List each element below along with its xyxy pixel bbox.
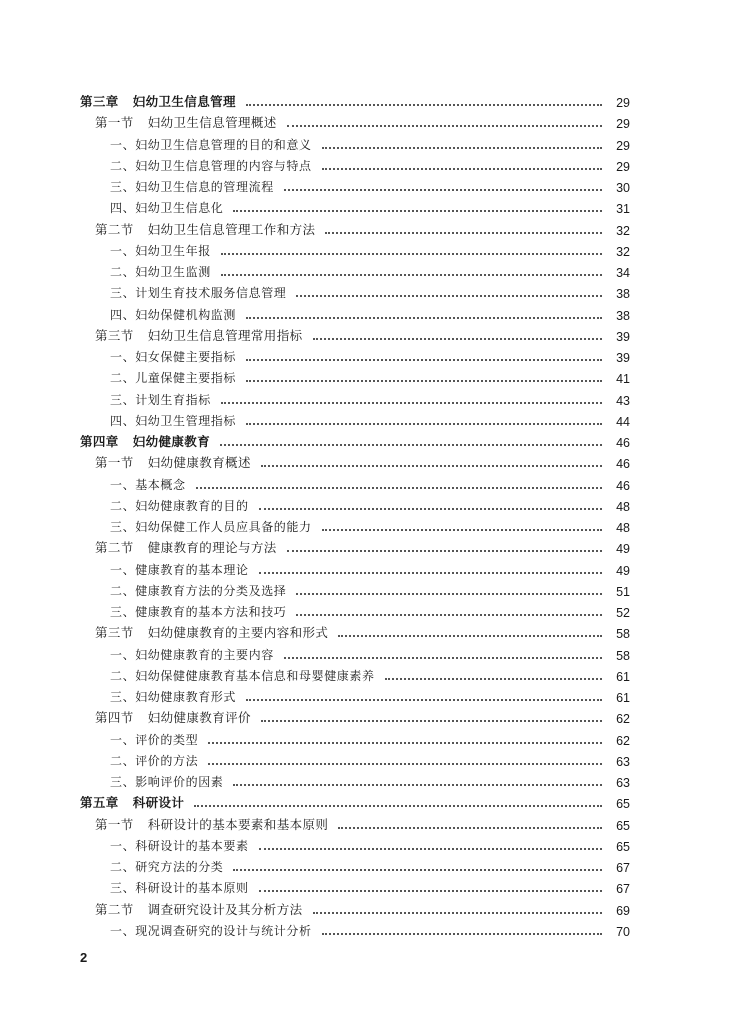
- toc-dot-leader: [313, 912, 602, 914]
- toc-entry-title: 一、妇幼健康教育的主要内容: [110, 647, 274, 662]
- toc-page-number: 61: [616, 669, 630, 684]
- toc-page-number: 63: [616, 776, 630, 790]
- toc-dot-leader: [284, 189, 602, 191]
- toc-subsection-row[interactable]: [110, 749, 630, 769]
- toc-page-number: 49: [616, 563, 630, 578]
- toc-entry-title: 二、儿童保健主要指标: [110, 371, 237, 386]
- toc-subsection-row[interactable]: [110, 133, 630, 153]
- toc-page-number: 58: [616, 627, 630, 642]
- toc-subsection-row[interactable]: [110, 281, 630, 301]
- toc-dot-leader: [325, 232, 602, 234]
- toc-entry-title: 妇幼健康教育: [132, 434, 211, 449]
- toc-dot-leader: [208, 763, 602, 765]
- toc-dot-leader: [338, 635, 602, 637]
- page-number: 2: [80, 950, 88, 965]
- toc-page-number: 32: [616, 223, 630, 238]
- toc-entry-title: 一、现况调查研究的设计与统计分析: [110, 923, 312, 938]
- toc-section-row[interactable]: [95, 621, 630, 641]
- toc-dot-leader: [284, 657, 602, 659]
- toc-entry-title: 一、基本概念: [110, 477, 186, 492]
- toc-dot-leader: [233, 869, 602, 871]
- toc-entry-title: 妇幼卫生信息管理: [132, 94, 236, 109]
- toc-page-number: 65: [616, 818, 630, 833]
- toc-entry-title: 调查研究设计及其分析方法: [147, 901, 303, 917]
- toc-page-number: 49: [616, 542, 630, 557]
- toc-entry-title: 一、妇幼卫生年报: [110, 243, 211, 258]
- toc-dot-leader: [261, 465, 602, 467]
- toc-section-row[interactable]: [95, 111, 630, 131]
- toc-entry-number: 第四章: [80, 434, 119, 449]
- toc-dot-leader: [233, 210, 602, 212]
- toc-section-row[interactable]: [95, 324, 630, 344]
- toc-dot-leader: [246, 104, 602, 106]
- toc-entry-title: 一、科研设计的基本要素: [110, 838, 249, 853]
- toc-entry-title: 一、健康教育的基本理论: [110, 562, 249, 577]
- toc-entry-title: 二、评价的方法: [110, 753, 199, 768]
- toc-entry-title: 二、妇幼卫生监测: [110, 265, 211, 279]
- toc-entry-title: 二、健康教育方法的分类及选择: [110, 583, 287, 598]
- toc-dot-leader: [246, 423, 602, 425]
- toc-section-row[interactable]: [95, 218, 630, 238]
- toc-dot-leader: [313, 338, 602, 340]
- toc-entry-number: 第三节: [95, 625, 134, 641]
- toc-page-number: 29: [616, 159, 630, 174]
- toc-dot-leader: [385, 678, 602, 680]
- toc-entry-title: 健康教育的理论与方法: [147, 540, 277, 556]
- toc-entry-title: 三、妇幼健康教育形式: [110, 690, 237, 704]
- toc-dot-leader: [322, 529, 602, 531]
- toc-dot-leader: [259, 572, 602, 574]
- toc-dot-leader: [287, 125, 602, 127]
- toc-entry-number: 第二节: [95, 901, 134, 917]
- toc-dot-leader: [261, 720, 602, 722]
- toc-dot-leader: [246, 359, 602, 361]
- toc-entry-title: 一、评价的类型: [110, 732, 199, 747]
- toc-chapter-row[interactable]: [80, 791, 630, 811]
- toc-entry-title: 三、影响评价的因素: [110, 775, 224, 789]
- toc-subsection-row[interactable]: [110, 175, 630, 195]
- toc-subsection-row[interactable]: [110, 239, 630, 259]
- toc-page-number: 65: [616, 839, 630, 854]
- toc-page-number: 29: [616, 96, 630, 110]
- toc-entry-title: 二、妇幼健康教育的目的: [110, 498, 249, 513]
- toc-entry-title: 妇幼健康教育概述: [147, 455, 251, 471]
- toc-page-number: 48: [616, 499, 630, 514]
- toc-page-number: 46: [616, 478, 630, 493]
- toc-entry-title: 妇幼卫生信息管理概述: [147, 115, 277, 131]
- toc-dot-leader: [246, 317, 602, 319]
- toc-dot-leader: [221, 274, 602, 276]
- toc-page-number: 44: [616, 414, 630, 429]
- toc-entry-title: 科研设计的基本要素和基本原则: [147, 816, 329, 832]
- toc-dot-leader: [296, 295, 602, 297]
- toc-subsection-row[interactable]: [110, 303, 630, 323]
- toc-page-number: 52: [616, 606, 630, 620]
- toc-page-number: 30: [616, 181, 630, 195]
- toc-subsection-row[interactable]: [110, 643, 630, 663]
- toc-chapter-row[interactable]: [80, 90, 630, 110]
- toc-page-number: 43: [616, 393, 630, 408]
- toc-page-number: 61: [616, 691, 630, 705]
- toc-entry-title: 妇幼卫生信息管理常用指标: [147, 327, 303, 343]
- toc-subsection-row[interactable]: [110, 366, 630, 386]
- toc-dot-leader: [322, 168, 602, 170]
- toc-entry-number: 第一节: [95, 115, 134, 131]
- toc-entry-number: 第三节: [95, 327, 134, 343]
- toc-page-number: 29: [616, 117, 630, 132]
- toc-page-number: 39: [616, 351, 630, 365]
- toc-entry-title: 三、妇幼卫生信息的管理流程: [110, 180, 274, 194]
- toc-subsection-row[interactable]: [110, 728, 630, 748]
- toc-entry-title: 二、妇幼保健健康教育基本信息和母婴健康素养: [110, 668, 375, 683]
- toc-section-row[interactable]: [95, 536, 630, 556]
- toc-entry-number: 第五章: [80, 795, 119, 811]
- toc-entry-title: 三、计划生育指标: [110, 392, 211, 407]
- toc-dot-leader: [221, 402, 602, 404]
- toc-subsection-row[interactable]: [110, 515, 630, 535]
- toc-subsection-row[interactable]: [110, 834, 630, 854]
- toc-page-number: 58: [616, 648, 630, 663]
- toc-page-number: 70: [616, 924, 630, 939]
- toc-page-number: 62: [616, 712, 630, 727]
- toc-page-number: 67: [616, 882, 630, 897]
- toc-dot-leader: [322, 933, 602, 935]
- toc-entry-title: 三、妇幼保健工作人员应具备的能力: [110, 520, 312, 534]
- toc-chapter-row[interactable]: [80, 430, 630, 450]
- toc-entry-number: 第一节: [95, 816, 134, 832]
- toc-page-number: 65: [616, 797, 630, 812]
- toc-dot-leader: [296, 593, 602, 595]
- toc-dot-leader: [338, 827, 602, 829]
- toc-dot-leader: [221, 253, 602, 255]
- toc-entry-title: 妇幼健康教育评价: [147, 710, 251, 726]
- toc-entry-title: 三、科研设计的基本原则: [110, 881, 249, 896]
- toc-subsection-row[interactable]: [110, 196, 630, 216]
- toc-entry-title: 三、计划生育技术服务信息管理: [110, 286, 287, 301]
- toc-entry-title: 二、妇幼卫生信息管理的内容与特点: [110, 158, 312, 173]
- toc-entry-title: 三、健康教育的基本方法和技巧: [110, 605, 287, 619]
- toc-dot-leader: [208, 742, 602, 744]
- toc-entry-number: 第一节: [95, 455, 134, 471]
- toc-entry-number: 第四节: [95, 710, 134, 726]
- toc-page-number: 48: [616, 521, 630, 535]
- toc-entry-title: 四、妇幼保健机构监测: [110, 307, 237, 322]
- toc-dot-leader: [322, 147, 602, 149]
- toc-entry-number: 第二节: [95, 540, 134, 556]
- toc-subsection-row[interactable]: [110, 154, 630, 174]
- toc-page-number: 67: [616, 861, 630, 875]
- toc-subsection-row[interactable]: [110, 664, 630, 684]
- toc-dot-leader: [259, 848, 602, 850]
- toc-section-row[interactable]: [95, 706, 630, 726]
- toc-dot-leader: [233, 784, 602, 786]
- toc-page-number: 69: [616, 903, 630, 918]
- toc-entry-number: 第三章: [80, 94, 119, 109]
- toc-entry-title: 一、妇幼卫生信息管理的目的和意义: [110, 137, 312, 152]
- toc-subsection-row[interactable]: [110, 388, 630, 408]
- toc-entry-number: 第二节: [95, 221, 134, 237]
- toc-subsection-row[interactable]: [110, 876, 630, 896]
- toc-page-number: 34: [616, 266, 630, 280]
- toc-dot-leader: [246, 380, 602, 382]
- toc-page-number: 51: [616, 584, 630, 599]
- toc-subsection-row[interactable]: [110, 473, 630, 493]
- toc-subsection-row[interactable]: [110, 494, 630, 514]
- toc-subsection-row[interactable]: [110, 919, 630, 939]
- toc-entry-title: 四、妇幼卫生管理指标: [110, 413, 237, 428]
- toc-dot-leader: [196, 487, 602, 489]
- toc-page-number: 46: [616, 436, 630, 450]
- toc-section-row[interactable]: [95, 451, 630, 471]
- toc-subsection-row[interactable]: [110, 855, 630, 875]
- toc-page-number: 31: [616, 202, 630, 217]
- toc-subsection-row[interactable]: [110, 409, 630, 429]
- toc-section-row[interactable]: [95, 813, 630, 833]
- toc-page-number: 63: [616, 754, 630, 769]
- toc-page-number: 32: [616, 244, 630, 259]
- toc-subsection-row[interactable]: [110, 260, 630, 280]
- toc-subsection-row[interactable]: [110, 770, 630, 790]
- toc-subsection-row[interactable]: [110, 345, 630, 365]
- toc-page-number: 62: [616, 733, 630, 748]
- toc-dot-leader: [246, 699, 602, 701]
- toc-dot-leader: [287, 550, 602, 552]
- toc-dot-leader: [259, 890, 602, 892]
- toc-subsection-row[interactable]: [110, 558, 630, 578]
- toc-entry-title: 四、妇幼卫生信息化: [110, 201, 224, 216]
- toc-page-number: 46: [616, 457, 630, 472]
- toc-page-number: 38: [616, 287, 630, 302]
- toc-subsection-row[interactable]: [110, 579, 630, 599]
- toc-entry-title: 妇幼卫生信息管理工作和方法: [147, 221, 316, 237]
- toc-dot-leader: [194, 805, 602, 807]
- toc-entry-title: 一、妇女保健主要指标: [110, 350, 237, 364]
- toc-page-number: 39: [616, 329, 630, 344]
- toc-page-number: 41: [616, 372, 630, 387]
- toc-subsection-row[interactable]: [110, 600, 630, 620]
- toc-dot-leader: [259, 508, 602, 510]
- toc-subsection-row[interactable]: [110, 685, 630, 705]
- toc-entry-title: 妇幼健康教育的主要内容和形式: [147, 625, 329, 641]
- toc-entry-title: 二、研究方法的分类: [110, 860, 224, 874]
- toc-section-row[interactable]: [95, 898, 630, 918]
- toc-dot-leader: [296, 614, 602, 616]
- toc-dot-leader: [220, 444, 602, 446]
- toc-entry-title: 科研设计: [132, 795, 185, 811]
- toc-page-number: 38: [616, 308, 630, 323]
- toc-page-number: 29: [616, 138, 630, 153]
